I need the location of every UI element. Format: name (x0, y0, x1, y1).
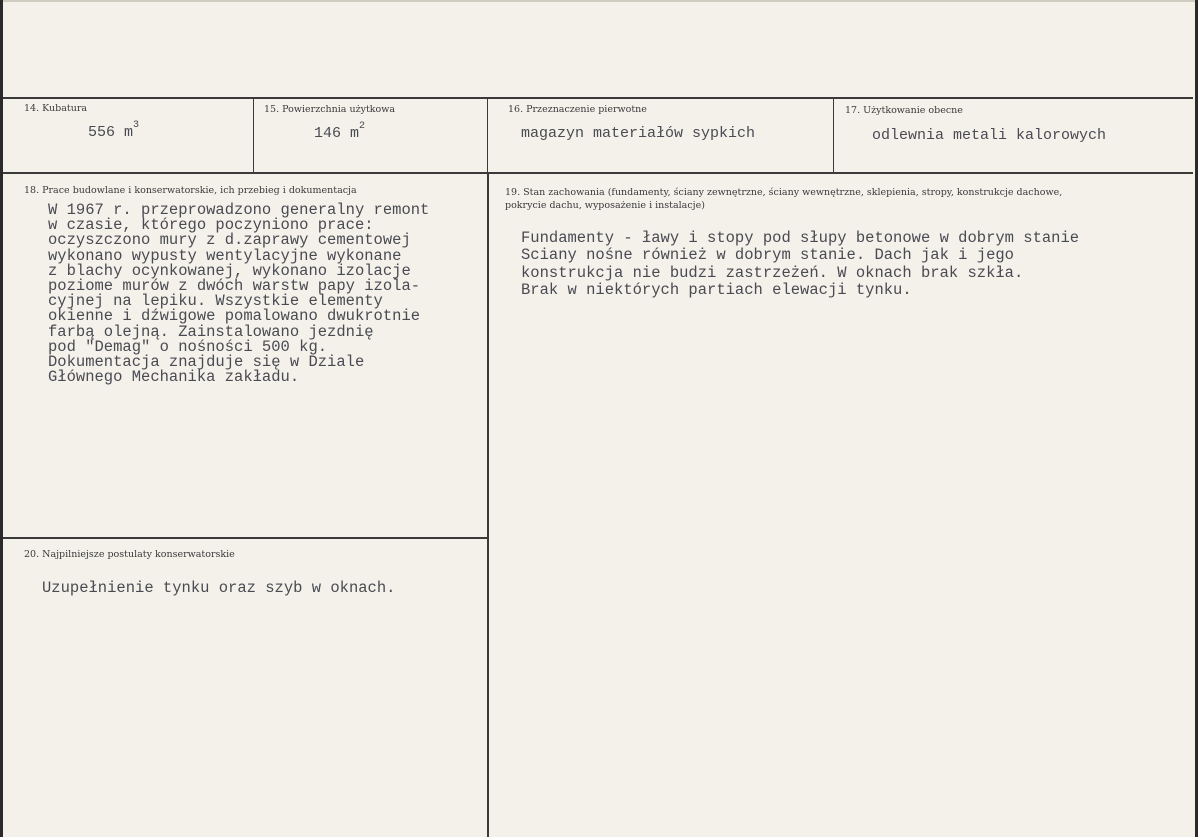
prace-line: farbą olejną. Zainstalowano jezdnię (48, 322, 374, 341)
divider-15-16 (487, 98, 488, 173)
postulaty-label: 20. Najpilniejsze postulaty konserwatorskie (24, 549, 235, 560)
row1-top-rule (3, 97, 1193, 99)
divider-16-17 (833, 98, 834, 173)
prace-line: poziome murów z dwóch warstw papy izola- (48, 277, 421, 296)
przeznaczenie-label: 16. Przeznaczenie pierwotne (508, 104, 647, 115)
vertical-divider-main (487, 173, 489, 837)
stan-label: 19. Stan zachowania (fundamenty, ściany zewnętrzne, ściany wewnętrzne, sklepienia, stropy, konstrukcje dachowe, pokrycie dachu, wyposażenie i instalacje) (505, 187, 1063, 211)
powierzchnia-unit-exponent: 2 (359, 121, 366, 132)
przeznaczenie-value: magazyn materiałów sypkich (521, 125, 756, 142)
kubatura-label: 14. Kubatura (24, 103, 88, 114)
prace-line: W 1967 r. przeprowadzono generalny remont (48, 201, 430, 219)
uzytkowanie-label: 17. Użytkowanie obecne (845, 105, 963, 116)
powierzchnia-value (314, 121, 366, 142)
powierzchnia-number: 146 m (314, 125, 360, 142)
paper-top-edge (0, 0, 1198, 2)
stan-text (521, 230, 1079, 300)
divider-14-15 (253, 98, 254, 173)
prace-line: okienne i dźwigowe pomalowano dwukrotnie (48, 307, 421, 326)
stan-line: konstrukcja nie budzi zastrzeżeń. W oknach brak szkła. (521, 263, 1024, 282)
prace-line: cyjnej na lepiku. Wszystkie elementy (48, 292, 383, 311)
prace-text (48, 203, 429, 385)
uzytkowanie-value: odlewnia metali kalorowych (872, 127, 1107, 144)
kubatura-value (88, 120, 140, 141)
prace-label: 18. Prace budowlane i konserwatorskie, ich przebieg i dokumentacja (24, 185, 357, 196)
section-18-20-rule (3, 537, 488, 539)
prace-line: oczyszczono mury z d.zaprawy cementowej (48, 231, 411, 250)
prace-line: wykonano wypusty wentylacyjne wykonane (48, 246, 402, 265)
row1-bottom-rule (3, 172, 1193, 174)
kubatura-number: 556 m (88, 124, 134, 141)
postulaty-text: Uzupełnienie tynku oraz szyb w oknach. (42, 579, 396, 597)
powierzchnia-label: 15. Powierzchnia użytkowa (264, 104, 396, 115)
prace-line: Głównego Mechanika zakładu. (48, 368, 300, 387)
prace-line: w czasie, którego poczyniono prace: (48, 216, 374, 235)
stan-line: Brak w niektórych partiach elewacji tynku. (521, 281, 912, 300)
stan-line: Sciany nośne również w dobrym stanie. Dach jak i jego (521, 246, 1014, 265)
kubatura-unit-exponent: 3 (133, 120, 140, 131)
prace-line: pod "Demag" o nośności 500 kg. (48, 337, 328, 356)
prace-line: Dokumentacja znajduje się w Dziale (48, 353, 365, 372)
stan-line: Fundamenty - ławy i stopy pod słupy betonowe w dobrym stanie (521, 229, 1080, 247)
prace-line: z blachy ocynkowanej, wykonano izolacje (48, 261, 411, 280)
scan-left-border (0, 0, 3, 837)
